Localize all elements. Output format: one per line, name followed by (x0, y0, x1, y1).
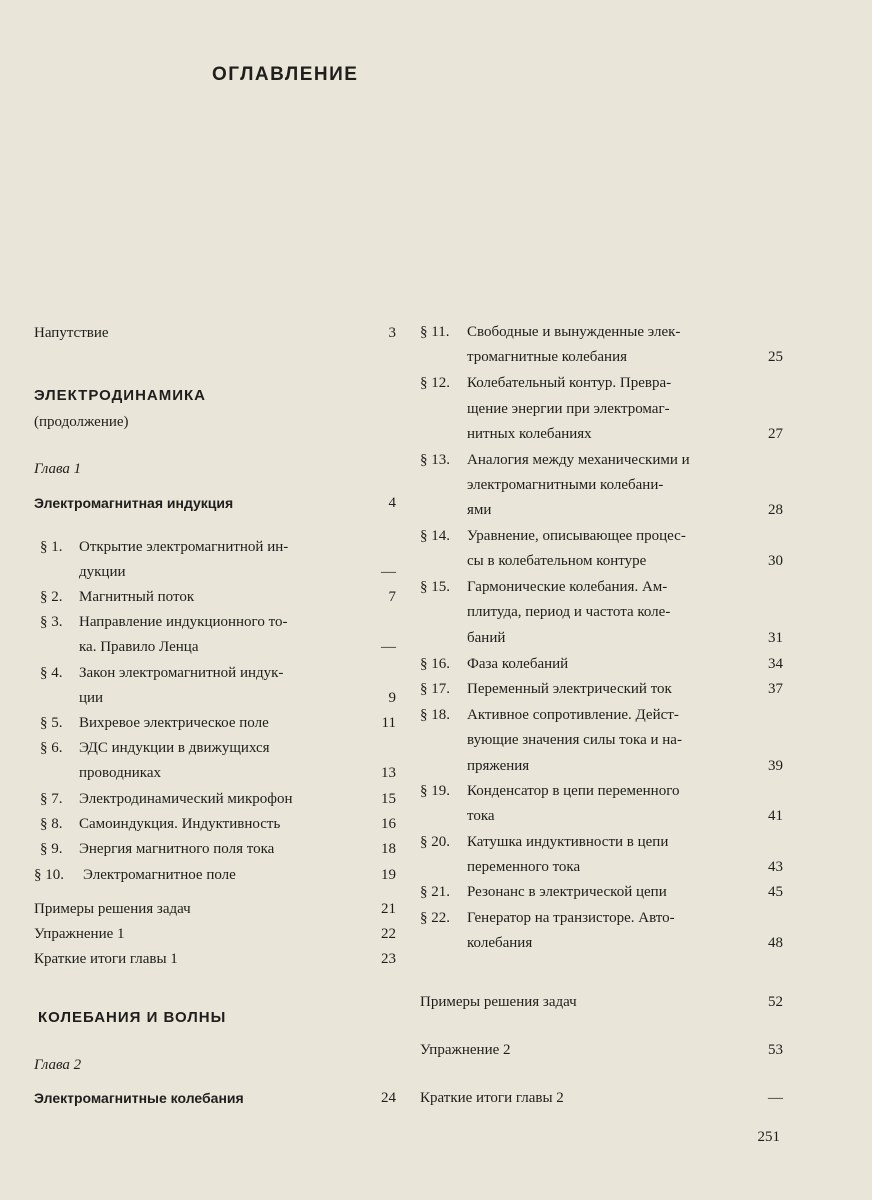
section-page: 16 (381, 816, 396, 832)
section-number: § 10. (34, 867, 64, 883)
section-number: § 1. (40, 539, 63, 555)
chapter1-page: 4 (388, 495, 396, 511)
left-extra-label: Примеры решения задач (34, 901, 191, 917)
intro-label: Напутствие (34, 325, 109, 341)
section-page: 45 (768, 884, 783, 900)
section-title-line: Переменный электрический ток (467, 681, 672, 697)
section-title-line: Колебательный контур. Превра- (467, 375, 672, 391)
intro-page: 3 (388, 325, 396, 341)
section-number: § 13. (420, 452, 450, 468)
section-page: 43 (768, 859, 783, 875)
right-extra-page: — (768, 1090, 783, 1106)
section-title-line: ями (467, 502, 492, 518)
left-extra-label: Краткие итоги главы 1 (34, 951, 178, 967)
section-number: § 11. (420, 324, 450, 340)
section-number: § 22. (420, 910, 450, 926)
section-title-line: тока (467, 808, 495, 824)
section-number: § 21. (420, 884, 450, 900)
section-number: § 5. (40, 715, 63, 731)
section-number: § 2. (40, 589, 63, 605)
section-page: 13 (381, 765, 396, 781)
section-page: 39 (768, 758, 783, 774)
part2-title: КОЛЕБАНИЯ И ВОЛНЫ (38, 1009, 227, 1026)
right-extra-page: 52 (768, 994, 783, 1010)
chapter2-title: Электромагнитные колебания (34, 1090, 244, 1106)
section-title-line: вующие значения силы тока и на- (467, 732, 682, 748)
section-title-line: Гармонические колебания. Ам- (467, 579, 668, 595)
left-extra-page: 23 (381, 951, 396, 967)
section-number: § 9. (40, 841, 63, 857)
section-title-line: Направление индукционного то- (79, 614, 288, 630)
section-title-line: Открытие электромагнитной ин- (79, 539, 289, 555)
section-title-line: Свободные и вынужденные элек- (467, 324, 681, 340)
section-title-line: пряжения (467, 758, 530, 774)
section-title-line: электромагнитными колебани- (467, 477, 664, 493)
section-number: § 20. (420, 834, 450, 850)
section-title-line: Активное сопротивление. Дейст- (467, 707, 679, 723)
section-title-line: Самоиндукция. Индуктивность (79, 816, 281, 832)
chapter2-page: 24 (381, 1090, 396, 1106)
section-title-line: Аналогия между механическими и (467, 452, 690, 468)
section-page: 25 (768, 349, 783, 365)
left-extra-page: 21 (381, 901, 396, 917)
section-title-line: Уравнение, описывающее процес- (467, 528, 686, 544)
chapter2-label: Глава 2 (34, 1057, 82, 1073)
section-page: 28 (768, 502, 783, 518)
section-number: § 18. (420, 707, 450, 723)
section-title-line: баний (467, 630, 506, 646)
section-page: 9 (388, 690, 396, 706)
section-page: 15 (381, 791, 396, 807)
section-title-line: Катушка индуктивности в цепи (467, 834, 669, 850)
section-page: 31 (768, 630, 783, 646)
section-title-line: дукции (79, 564, 126, 580)
section-number: § 7. (40, 791, 63, 807)
section-title-line: нитных колебаниях (467, 426, 592, 442)
right-extra-label: Краткие итоги главы 2 (420, 1090, 564, 1106)
section-title-line: Магнитный поток (79, 589, 195, 605)
section-page: 19 (381, 867, 396, 883)
section-page: 11 (381, 715, 396, 731)
section-page: — (381, 639, 396, 655)
section-page: 27 (768, 426, 783, 442)
section-title-line: тромагнитные колебания (467, 349, 627, 365)
section-title-line: ка. Правило Ленца (79, 639, 199, 655)
right-extra-label: Упражнение 2 (420, 1042, 511, 1058)
section-title-line: проводниках (79, 765, 161, 781)
section-page: 34 (768, 656, 783, 672)
section-number: § 6. (40, 740, 63, 756)
section-number: § 12. (420, 375, 450, 391)
right-extra-label: Примеры решения задач (420, 994, 577, 1010)
section-number: § 8. (40, 816, 63, 832)
chapter1-label: Глава 1 (34, 461, 82, 477)
section-title-line: переменного тока (467, 859, 581, 875)
section-title-line: Фаза колебаний (467, 656, 569, 672)
section-title-line: Конденсатор в цепи переменного (467, 783, 680, 799)
section-page: 41 (768, 808, 783, 824)
section-page: 7 (388, 589, 396, 605)
section-title-line: Генератор на транзисторе. Авто- (467, 910, 675, 926)
section-title-line: Электродинамический микрофон (79, 791, 293, 807)
section-number: § 3. (40, 614, 63, 630)
section-title-line: ции (79, 690, 104, 706)
section-number: § 4. (40, 665, 63, 681)
section-number: § 15. (420, 579, 450, 595)
left-extra-label: Упражнение 1 (34, 926, 125, 942)
section-number: § 19. (420, 783, 450, 799)
section-title-line: Электромагнитное поле (83, 867, 236, 883)
section-title-line: щение энергии при электромаг- (467, 401, 670, 417)
section-title-line: колебания (467, 935, 533, 951)
right-extra-page: 53 (768, 1042, 783, 1058)
section-title-line: сы в колебательном контуре (467, 553, 647, 569)
section-page: 37 (768, 681, 783, 697)
section-title-line: Энергия магнитного поля тока (79, 841, 275, 857)
section-title-line: Вихревое электрическое поле (79, 715, 269, 731)
section-page: 18 (381, 841, 396, 857)
section-title-line: ЭДС индукции в движущихся (79, 740, 270, 756)
left-extra-page: 22 (381, 926, 396, 942)
section-page: — (381, 564, 396, 580)
page-number: 251 (757, 1129, 780, 1145)
part1-title: ЭЛЕКТРОДИНАМИКА (34, 387, 206, 404)
section-number: § 16. (420, 656, 450, 672)
section-number: § 17. (420, 681, 450, 697)
section-title-line: плитуда, период и частота коле- (467, 604, 671, 620)
section-page: 48 (768, 935, 783, 951)
section-page: 30 (768, 553, 783, 569)
part1-subtitle: (продолжение) (34, 414, 129, 430)
chapter1-title: Электромагнитная индукция (34, 495, 234, 511)
page-title: ОГЛАВЛЕНИЕ (212, 64, 359, 85)
section-number: § 14. (420, 528, 450, 544)
section-title-line: Закон электромагнитной индук- (79, 665, 284, 681)
section-title-line: Резонанс в электрической цепи (467, 884, 667, 900)
